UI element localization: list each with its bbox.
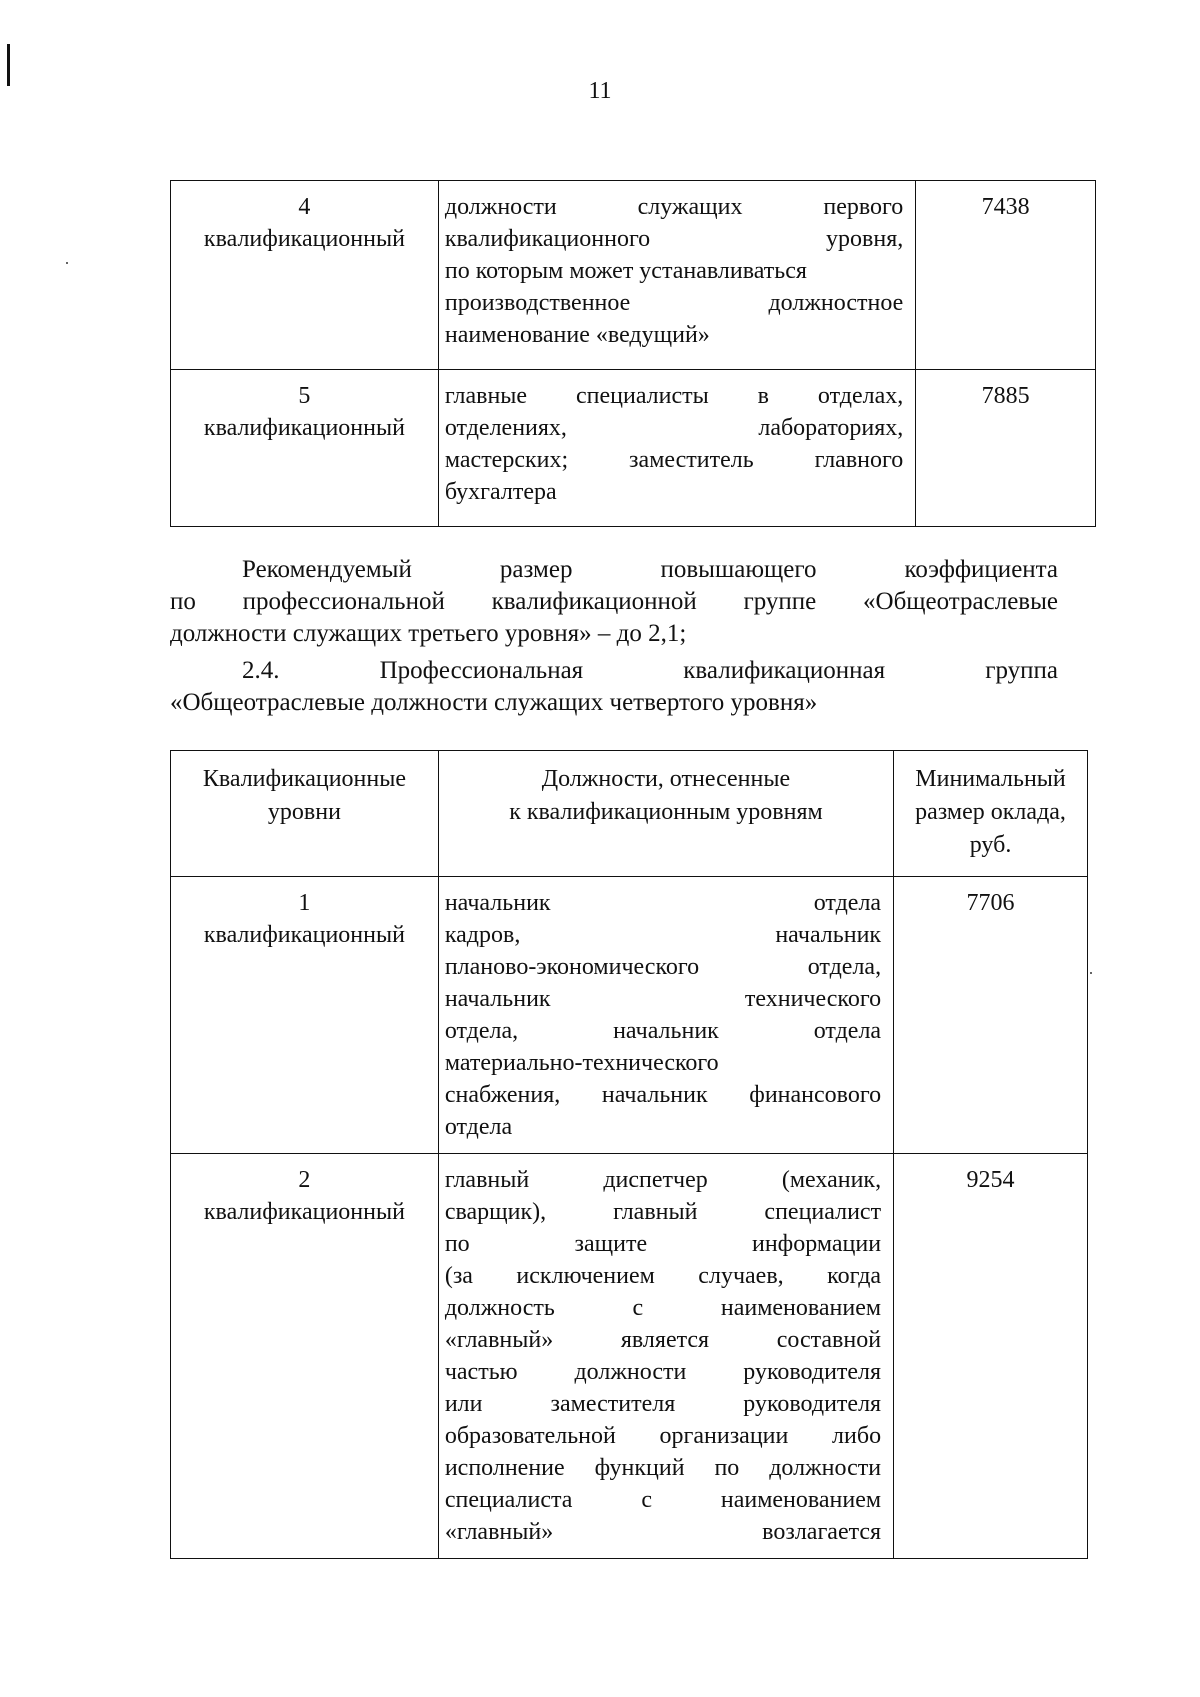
- positions-line: материально-технического: [444, 1050, 719, 1076]
- qualification-table-continued: [170, 180, 1096, 527]
- positions-line: кадров, начальник: [444, 922, 882, 948]
- positions-line: отдела, начальник отдела: [444, 1018, 882, 1044]
- positions-cell: [438, 370, 915, 527]
- positions-line: сварщик), главный специалист: [444, 1199, 882, 1225]
- positions-line: отдела: [444, 1114, 513, 1140]
- table-row: [171, 370, 1096, 527]
- positions-line: образовательной организации либо: [444, 1423, 882, 1449]
- positions-line: должность с наименованием: [444, 1295, 882, 1321]
- table-row: [171, 877, 1088, 1154]
- positions-line: планово-экономического отдела,: [444, 954, 882, 980]
- positions-line: «главный» является составной: [444, 1327, 882, 1353]
- level-label: квалификационный: [203, 922, 405, 948]
- positions-line: бухгалтера: [444, 479, 557, 505]
- column-header-levels: Квалификационные уровни: [171, 751, 439, 877]
- scan-speck: [1090, 972, 1092, 974]
- paragraph-line: должности служащих третьего уровня» – до 2,1;: [170, 620, 687, 647]
- positions-line: по защите информации: [444, 1231, 882, 1257]
- positions-cell: [438, 181, 915, 370]
- positions-cell: [438, 1154, 893, 1559]
- positions-line: исполнение функций по должности: [444, 1455, 882, 1481]
- level-number: 5: [298, 383, 311, 409]
- salary-cell: 7706: [894, 877, 1088, 1154]
- positions-line: частью должности руководителя: [444, 1359, 882, 1385]
- level-cell: [171, 1154, 439, 1559]
- positions-line: снабжения, начальник финансового: [444, 1082, 882, 1108]
- salary-cell: 7885: [916, 370, 1096, 527]
- positions-line: мастерских; заместитель главного: [444, 447, 904, 473]
- level-number: 1: [298, 890, 311, 916]
- salary-cell: 7438: [916, 181, 1096, 370]
- positions-line: (за исключением случаев, когда: [444, 1263, 882, 1289]
- column-header-positions: Должности, отнесенные к квалификационным уровням: [438, 751, 893, 877]
- positions-line: начальник технического: [444, 986, 882, 1012]
- positions-line: начальник отдела: [444, 890, 882, 916]
- positions-line: главные специалисты в отделах,: [444, 383, 904, 409]
- level-number: 4: [298, 194, 311, 220]
- paragraph-line: по профессиональной квалификационной группе «Общеотраслевые: [170, 588, 1058, 615]
- paragraph-line: «Общеотраслевые должности служащих четвертого уровня»: [170, 689, 818, 716]
- positions-line: производственное должностное: [444, 290, 904, 316]
- level-label: квалификационный: [203, 1199, 405, 1225]
- paragraph-line: Рекомендуемый размер повышающего коэффициента: [242, 556, 1058, 583]
- page-number: 11: [588, 78, 612, 104]
- level-label: квалификационный: [203, 415, 405, 441]
- qualification-table: [170, 750, 1088, 1559]
- positions-line: квалификационного уровня,: [444, 226, 904, 252]
- level-cell: [171, 181, 439, 370]
- scan-speck: [66, 262, 68, 264]
- positions-line: «главный» возлагается: [444, 1519, 882, 1545]
- positions-line: главный диспетчер (механик,: [444, 1167, 882, 1193]
- positions-line: по которым может устанавливаться: [444, 258, 807, 284]
- table-row: [171, 1154, 1088, 1559]
- table-row: [171, 181, 1096, 370]
- coefficient-paragraph: [170, 554, 1058, 650]
- level-cell: [171, 877, 439, 1154]
- salary-cell: 9254: [894, 1154, 1088, 1559]
- positions-line: или заместителя руководителя: [444, 1391, 882, 1417]
- column-header-salary: Минимальный размер оклада, руб.: [894, 751, 1088, 877]
- positions-line: отделениях, лабораториях,: [444, 415, 904, 441]
- table-header-row: [171, 751, 1088, 877]
- level-label: квалификационный: [203, 226, 405, 252]
- positions-line: должности служащих первого: [444, 194, 904, 220]
- positions-line: наименование «ведущий»: [444, 322, 710, 348]
- level-cell: [171, 370, 439, 527]
- section-heading-paragraph: [170, 655, 1058, 719]
- level-number: 2: [298, 1167, 311, 1193]
- positions-line: специалиста с наименованием: [444, 1487, 882, 1513]
- positions-cell: [438, 877, 893, 1154]
- paragraph-line: 2.4. Профессиональная квалификационная группа: [242, 657, 1058, 684]
